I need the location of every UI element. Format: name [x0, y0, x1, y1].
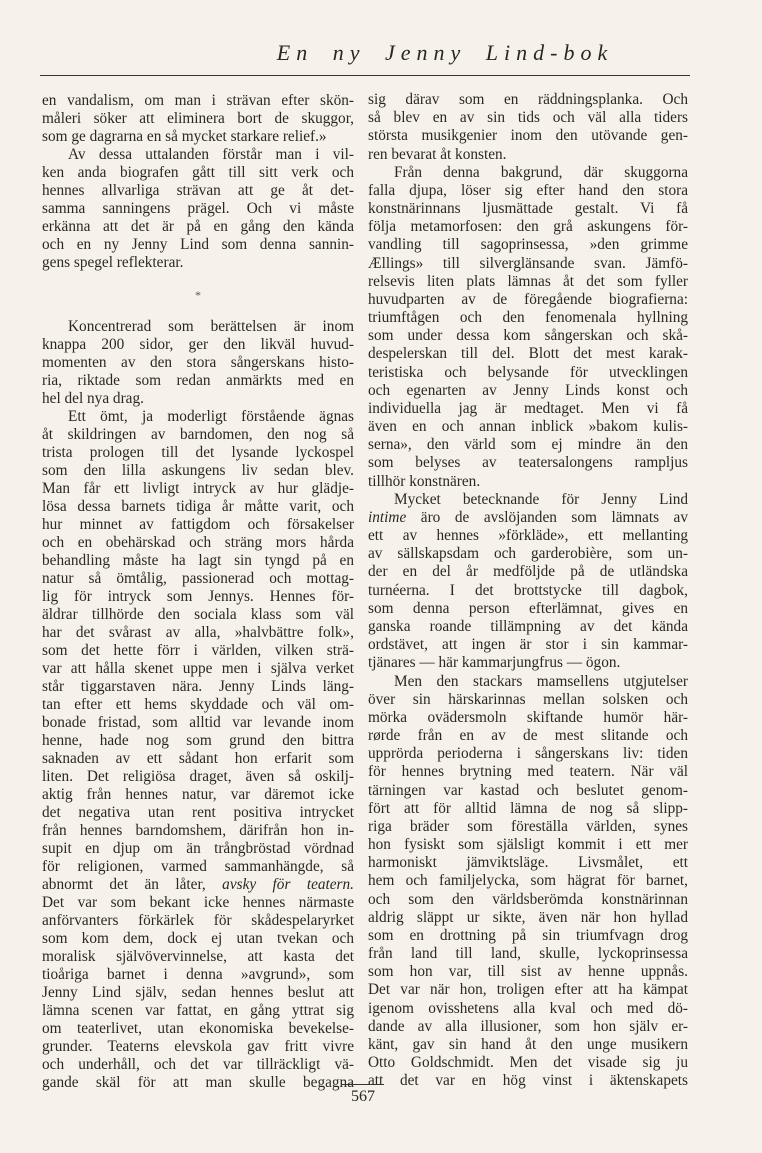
- right-paragraphs: [368, 91, 688, 1090]
- text-line: och underhåll, och det var tillräckligt vä-: [42, 1056, 354, 1073]
- text-line: om teaterlivet, utan ekonomiska bevekelse-: [42, 1020, 354, 1037]
- left-paragraphs-after-break: [42, 318, 354, 1092]
- text-line: hon fysiskt som själsligt kommit i ett mer: [368, 836, 688, 854]
- text-line: för religionen, varmed sammanhängde, så: [42, 858, 354, 875]
- text-line: hur minnet av fattigdom och försakelser: [42, 516, 354, 533]
- text-line: ganska roande tillämpning av det kända: [368, 617, 688, 635]
- text-line: lig för intryck som Jennys. Hennes för-: [42, 588, 354, 605]
- text-line: lämna scenen var fattat, en gång yttrat sig: [42, 1002, 354, 1019]
- text-line: grunder. Teaterns elevskola gav fritt vivre: [42, 1038, 354, 1055]
- paragraph: [368, 164, 688, 491]
- text-line: som ge dagrarna en så mycket starkare relief.»: [42, 128, 327, 145]
- text-line: despelerskan till del. Blott det mest karak-: [368, 345, 688, 363]
- text-line: som denna person efterlämnat, gives en: [368, 599, 688, 617]
- text-line: serna», den värld som ej mindre än den: [368, 436, 688, 454]
- text-line: dande av alla illusioner, som hon själv er-: [368, 1017, 688, 1035]
- page-number: 567: [351, 1088, 375, 1105]
- text-line: måleri söker att eliminera bort de skuggor,: [42, 110, 354, 127]
- left-paragraphs-before-break: [42, 92, 354, 272]
- text-line: för hennes brytning med teatern. När väl: [368, 763, 688, 781]
- paragraph: [42, 318, 354, 408]
- text-line: vandling till sagoprinsessa, »den grimme: [368, 236, 688, 254]
- text-line: erkänna att det är på en gång den kända: [42, 218, 354, 235]
- text-line: följa metamorfosen: den grå askungens för-: [368, 218, 688, 236]
- text-line: natur så ömtålig, passionerad och mottag-: [42, 570, 354, 587]
- text-line: står tiggarstaven nära. Jenny Linds läng-: [42, 678, 354, 695]
- text-line: som hon var, till sist av henne uppnås.: [368, 963, 688, 981]
- text-line: liten. Det religiösa draget, även så oskilj-: [42, 768, 354, 785]
- text-segment: äro de avslöjanden som lämnats av: [406, 508, 688, 526]
- text-line: som en drottning på sin triumfvagn drog: [368, 926, 688, 944]
- text-line: äldrar tillhörde den sociala klass som väl: [42, 606, 354, 623]
- text-line: tjänares — här kammarjungfrus — ögon.: [368, 654, 621, 672]
- text-line: mörka ovädersmoln skiftande humör här-: [368, 708, 688, 726]
- text-line: harmoniskt jämviktsläge. Livsmålet, ett: [368, 854, 688, 872]
- text-line: tan efter ett hems skyddade och väl om-: [42, 696, 354, 713]
- text-line: teristiska och belysande för utvecklingen: [368, 363, 688, 381]
- text-line: hel del nya drag.: [42, 390, 144, 407]
- page-number-rule: [342, 1084, 384, 1085]
- text-line: huvudparten av de föregående biografierna:: [368, 290, 688, 308]
- text-line: och egenarten av Jenny Linds konst och: [368, 381, 688, 399]
- text-line: över sin härskarinnas mellan solsken och: [368, 690, 688, 708]
- text-line: även en och annan inblick »bakom kulis-: [368, 418, 688, 436]
- text-line: har det svårast av alla, »halvbättre folk»,: [42, 624, 354, 641]
- italic-text: intime: [368, 508, 407, 526]
- text-line: som belyses av teatersalongens rampljus: [368, 454, 688, 472]
- text-line: tioåriga barnet i denna »avgrund», som: [42, 966, 354, 983]
- text-line: största musikgenier inom den utövande gen-: [368, 127, 688, 145]
- text-line: Man får ett livligt intryck av hur glädje-: [42, 480, 354, 497]
- text-line: igenom ovisshetens alla kval och med dö-: [368, 999, 688, 1017]
- text-line: triumftågen och den fenomenala hyllning: [368, 309, 688, 327]
- text-line: saknaden av ett sådant hon erfarit som: [42, 750, 354, 767]
- text-line: Från denna bakgrund, där skuggorna: [394, 163, 688, 181]
- text-line: åt skildringen av barndomen, den nog så: [42, 426, 354, 443]
- text-line: [42, 876, 354, 894]
- text-line: aktig från hennes natur, var däremot icke: [42, 786, 354, 803]
- text-line: Det var som bekant icke hennes närmaste: [42, 894, 354, 911]
- paragraph: [42, 92, 354, 146]
- text-line: det negativa utan rent positiva intrycket: [42, 804, 354, 821]
- text-line: ren bevarat åt konsten.: [368, 145, 507, 163]
- text-line: fört att för alltid lämna de nog så slipp-: [368, 799, 688, 817]
- left-text-column: [42, 92, 354, 1092]
- text-line: gens spegel reflekterar.: [42, 254, 184, 271]
- text-line: lösa dessa barnets tidiga år måtte varit, och: [42, 498, 354, 515]
- text-line: tärningen var kastad och beslutet genom-: [368, 781, 688, 799]
- text-line: som den lilla askungens liv sedan blev.: [42, 462, 354, 479]
- text-line: från hennes barndomshem, därifrån hon in-: [42, 822, 354, 839]
- text-line: Otto Goldschmidt. Men det visade sig ju: [368, 1054, 688, 1072]
- text-line: som kom dem, dock ej utan tvekan och: [42, 930, 354, 947]
- text-line: der en del år medföljde på de utländska: [368, 563, 688, 581]
- text-line: Ett ömt, ja moderligt förstående ägnas: [68, 408, 354, 425]
- text-line: som under dessa kom sångerskan och skå-: [368, 327, 688, 345]
- section-break-asterisk: *: [195, 288, 201, 302]
- text-line: och en obehärskad och sträng mors hårda: [42, 534, 354, 551]
- paragraph: [368, 91, 688, 164]
- text-line: Av dessa uttalanden förstår man i vil-: [68, 146, 354, 163]
- text-line: av sällskapsdam och garderobière, som un-: [368, 545, 688, 563]
- text-line: en vandalism, om man i strävan efter skön-: [42, 92, 354, 109]
- text-line: bonade fristad, som alltid var levande inom: [42, 714, 354, 731]
- text-line: rørde från en av de mest slitande och: [368, 727, 688, 745]
- paragraph: [42, 146, 354, 272]
- text-line: turnéerna. I det brottstycke till dagbok,: [368, 581, 688, 599]
- text-line: henne, hade nog som grund den bittra: [42, 732, 354, 749]
- text-line: hem och familjelycka, som hägrat för barnet,: [368, 872, 688, 890]
- text-line: Ællings» till silverglänsande svan. Jämfö-: [368, 254, 688, 272]
- text-line: Mycket betecknande för Jenny Lind: [394, 490, 688, 508]
- text-line: behandling måste ha lagt sin tyngd på en: [42, 552, 354, 569]
- text-line: supit en djup om än trångbröstad vördnad: [42, 840, 354, 857]
- paragraph: [368, 673, 688, 1091]
- text-line: trista prologen till det lysande lyckospel: [42, 444, 354, 461]
- text-line: konstnärinnans ljusmättade gestalt. Vi få: [368, 200, 688, 218]
- text-line: samma sanningens prägel. Och vi måste: [42, 200, 354, 217]
- text-segment: abnormt det än låter,: [42, 876, 223, 893]
- text-line: Det var när hon, troligen efter att ha kämpat: [368, 981, 688, 999]
- text-line: känt, gav sin hand åt den unge musikern: [368, 1035, 688, 1053]
- text-line: så blev en av sin tids och väl alla tiders: [368, 109, 688, 127]
- text-line: från land till land, skulle, lyckoprinsessa: [368, 945, 688, 963]
- text-line: individuella jag är medtaget. Men vi få: [368, 399, 688, 417]
- text-line: sig därav som en räddningsplanka. Och: [368, 91, 688, 108]
- right-text-column: [368, 91, 688, 1090]
- text-line: upprörda perioderna i sångerskans liv: tiden: [368, 745, 688, 763]
- text-line: och en ny Jenny Lind som denna sannin-: [42, 236, 354, 253]
- text-line: var att hålla skenet uppe men i själva verket: [42, 660, 354, 677]
- text-line: ria, riktade som redan anmärkts med en: [42, 372, 354, 389]
- text-line: moralisk självövervinnelse, att kasta det: [42, 948, 354, 965]
- text-line: att det var en hög vinst i äktenskapets: [368, 1072, 688, 1090]
- text-line: ett av hennes »förkläde», ett mellanting: [368, 527, 688, 545]
- text-line: Koncentrerad som berättelsen är inom: [68, 318, 354, 335]
- text-line: gande skäl för att man skulle begagna: [42, 1074, 354, 1091]
- running-title: En ny Jenny Lind-bok: [276, 40, 614, 65]
- text-line: momenten av den stora sångerskans histo-: [42, 354, 354, 371]
- paragraph: [42, 408, 354, 1092]
- italic-text: avsky för teatern.: [222, 876, 354, 893]
- text-line: och som den världsberömda konstnärinnan: [368, 890, 688, 908]
- header-rule: [40, 75, 690, 76]
- text-line: som det hette förr i världen, vilken strä-: [42, 642, 354, 659]
- text-line: hennes allvarliga strävan att ge åt det-: [42, 182, 354, 199]
- text-line: falla djupa, löser sig efter hand den stora: [368, 181, 688, 199]
- text-line: relsevis liten plats lämnas åt det som fyller: [368, 272, 688, 290]
- text-line: [368, 509, 688, 527]
- text-line: anförvanters förkärlek för skådespelaryrket: [42, 912, 354, 929]
- text-line: tillhör konstnären.: [368, 472, 481, 490]
- text-line: Jenny Lind själv, sedan hennes beslut att: [42, 984, 354, 1001]
- text-line: riga bräder som föreställa världen, synes: [368, 817, 688, 835]
- text-line: aldrig släppt ur sikte, även när hon hyllad: [368, 908, 688, 926]
- text-line: ken anda biografen gått till sitt verk och: [42, 164, 354, 181]
- text-line: ordstävet, att ingen är stor i sin kammar-: [368, 636, 688, 654]
- paragraph: [368, 491, 688, 673]
- text-line: Men den stackars mamsellens utgjutelser: [394, 672, 688, 690]
- text-line: knappa 200 sidor, ger den likväl huvud-: [42, 336, 354, 353]
